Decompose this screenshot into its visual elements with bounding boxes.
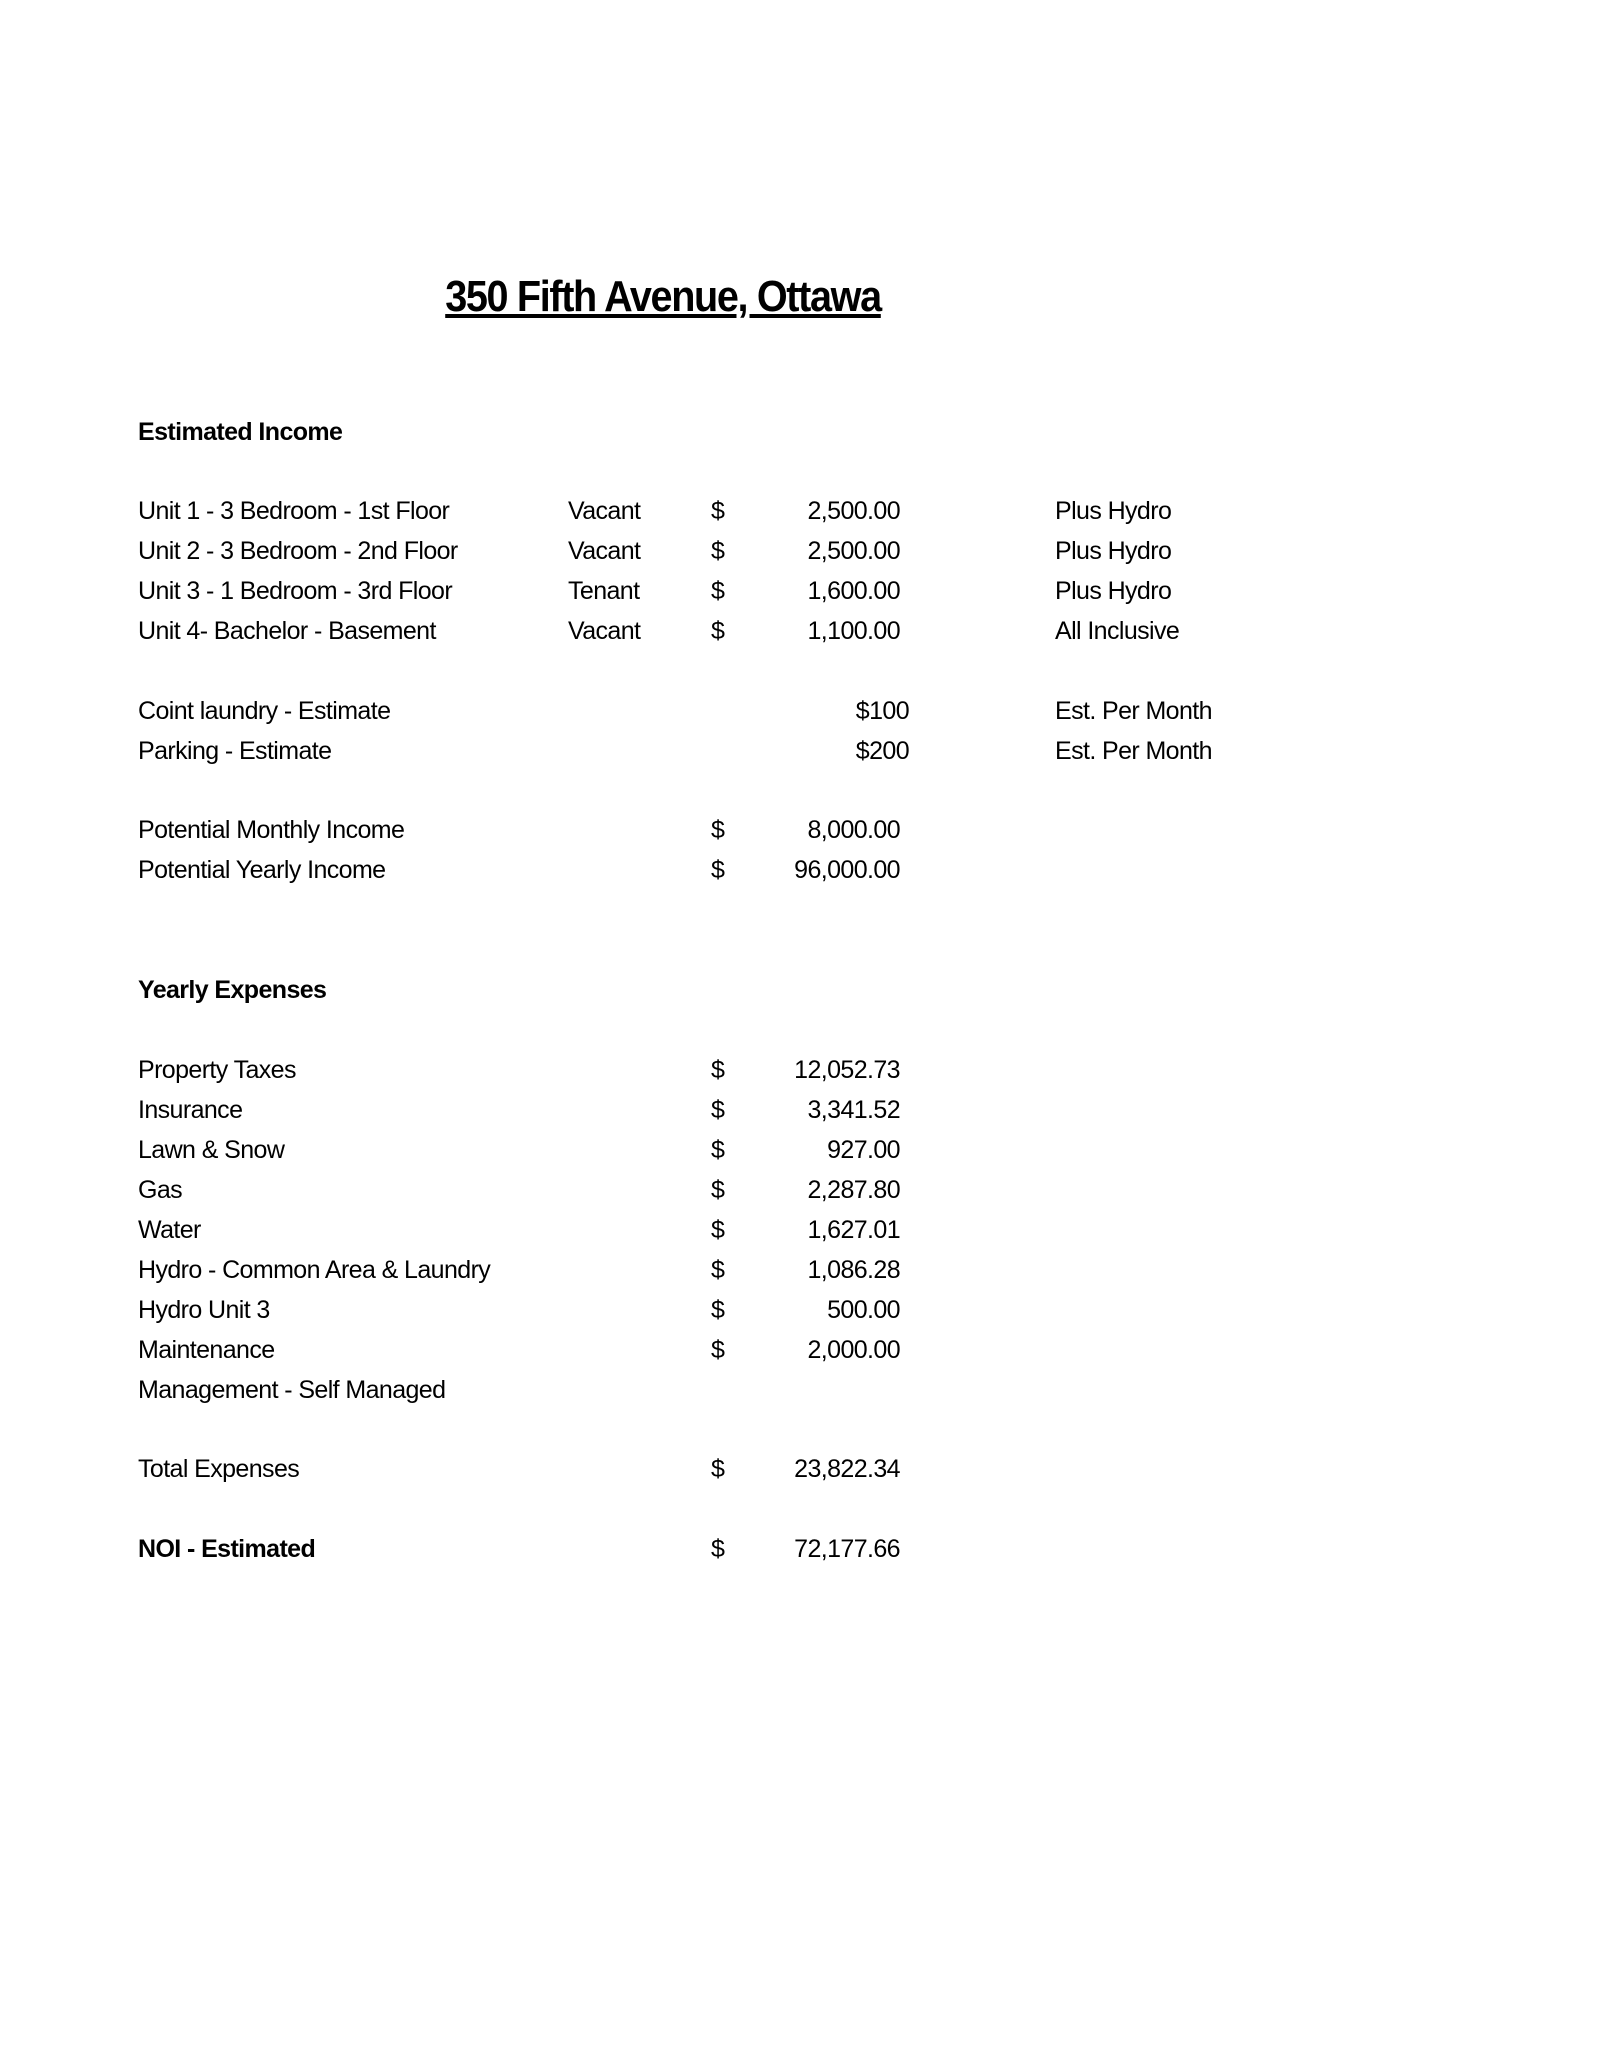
income-row — [0, 537, 1600, 573]
expense-row — [0, 1256, 1600, 1292]
other-income-row — [0, 737, 1600, 773]
row-label: Potential Yearly Income — [138, 856, 386, 884]
row-note: Plus Hydro — [1055, 497, 1172, 525]
row-label: Insurance — [138, 1096, 243, 1124]
expense-row — [0, 1176, 1600, 1212]
row-currency: $ — [711, 1296, 725, 1324]
row-currency: $ — [711, 856, 725, 884]
yearly-income-row — [0, 856, 1600, 892]
row-currency: $ — [711, 617, 725, 645]
row-currency: $ — [711, 1455, 725, 1483]
row-label: Coint laundry - Estimate — [138, 697, 391, 725]
row-amount: $100 — [855, 697, 909, 725]
row-amount: 927.00 — [827, 1136, 900, 1164]
row-currency: $ — [711, 1256, 725, 1284]
row-currency: $ — [711, 1336, 725, 1364]
row-amount: 1,086.28 — [807, 1256, 900, 1284]
heading-text: Estimated Income — [138, 418, 343, 446]
row-amount: 2,287.80 — [807, 1176, 900, 1204]
row-amount: 1,100.00 — [807, 617, 900, 645]
row-amount: 1,627.01 — [807, 1216, 900, 1244]
income-row — [0, 497, 1600, 533]
expense-row — [0, 1136, 1600, 1172]
row-note: Plus Hydro — [1055, 577, 1172, 605]
row-currency: $ — [711, 1096, 725, 1124]
row-amount: 1,600.00 — [807, 577, 900, 605]
row-amount: 3,341.52 — [807, 1096, 900, 1124]
income-row — [0, 577, 1600, 613]
row-amount: 96,000.00 — [794, 856, 900, 884]
row-status: Vacant — [568, 497, 641, 525]
expense-row — [0, 1376, 1600, 1412]
expense-row — [0, 1296, 1600, 1332]
row-label: Unit 2 - 3 Bedroom - 2nd Floor — [138, 537, 458, 565]
row-label: Total Expenses — [138, 1455, 300, 1483]
row-note: Est. Per Month — [1055, 737, 1212, 765]
row-status: Vacant — [568, 617, 641, 645]
row-currency: $ — [711, 497, 725, 525]
row-amount: 12,052.73 — [794, 1056, 900, 1084]
row-label: Hydro Unit 3 — [138, 1296, 270, 1324]
row-currency: $ — [711, 1216, 725, 1244]
row-label: NOI - Estimated — [138, 1535, 316, 1563]
row-label: Property Taxes — [138, 1056, 296, 1084]
row-amount: 500.00 — [827, 1296, 900, 1324]
row-currency: $ — [711, 1056, 725, 1084]
row-currency: $ — [711, 537, 725, 565]
expense-row — [0, 1336, 1600, 1372]
row-label: Lawn & Snow — [138, 1136, 285, 1164]
heading-text: Yearly Expenses — [138, 976, 327, 1004]
row-label: Parking - Estimate — [138, 737, 332, 765]
row-amount: 8,000.00 — [807, 816, 900, 844]
expense-row — [0, 1216, 1600, 1252]
section-heading-income — [0, 418, 1600, 454]
total-expenses-row — [0, 1455, 1600, 1491]
income-row — [0, 617, 1600, 653]
row-note: All Inclusive — [1055, 617, 1180, 645]
row-status: Vacant — [568, 537, 641, 565]
row-label: Unit 1 - 3 Bedroom - 1st Floor — [138, 497, 450, 525]
row-label: Water — [138, 1216, 201, 1244]
monthly-income-row — [0, 816, 1600, 852]
expense-row — [0, 1096, 1600, 1132]
row-label: Unit 4- Bachelor - Basement — [138, 617, 436, 645]
section-heading-expenses — [0, 976, 1600, 1012]
row-currency: $ — [711, 816, 725, 844]
row-label: Hydro - Common Area & Laundry — [138, 1256, 491, 1284]
row-amount: 72,177.66 — [794, 1535, 900, 1563]
row-amount: $200 — [855, 737, 909, 765]
row-currency: $ — [711, 1535, 725, 1563]
row-label: Gas — [138, 1176, 183, 1204]
noi-row — [0, 1535, 1600, 1571]
row-status: Tenant — [568, 577, 640, 605]
other-income-row — [0, 697, 1600, 733]
row-currency: $ — [711, 1136, 725, 1164]
row-label: Potential Monthly Income — [138, 816, 405, 844]
row-label: Management - Self Managed — [138, 1376, 446, 1404]
row-currency: $ — [711, 1176, 725, 1204]
row-note: Est. Per Month — [1055, 697, 1212, 725]
row-amount: 23,822.34 — [794, 1455, 900, 1483]
document-title: 350 Fifth Avenue, Ottawa — [445, 272, 881, 321]
row-note: Plus Hydro — [1055, 537, 1172, 565]
row-currency: $ — [711, 577, 725, 605]
expense-row — [0, 1056, 1600, 1092]
row-label: Maintenance — [138, 1336, 275, 1364]
row-amount: 2,500.00 — [807, 537, 900, 565]
row-amount: 2,000.00 — [807, 1336, 900, 1364]
row-amount: 2,500.00 — [807, 497, 900, 525]
row-label: Unit 3 - 1 Bedroom - 3rd Floor — [138, 577, 453, 605]
